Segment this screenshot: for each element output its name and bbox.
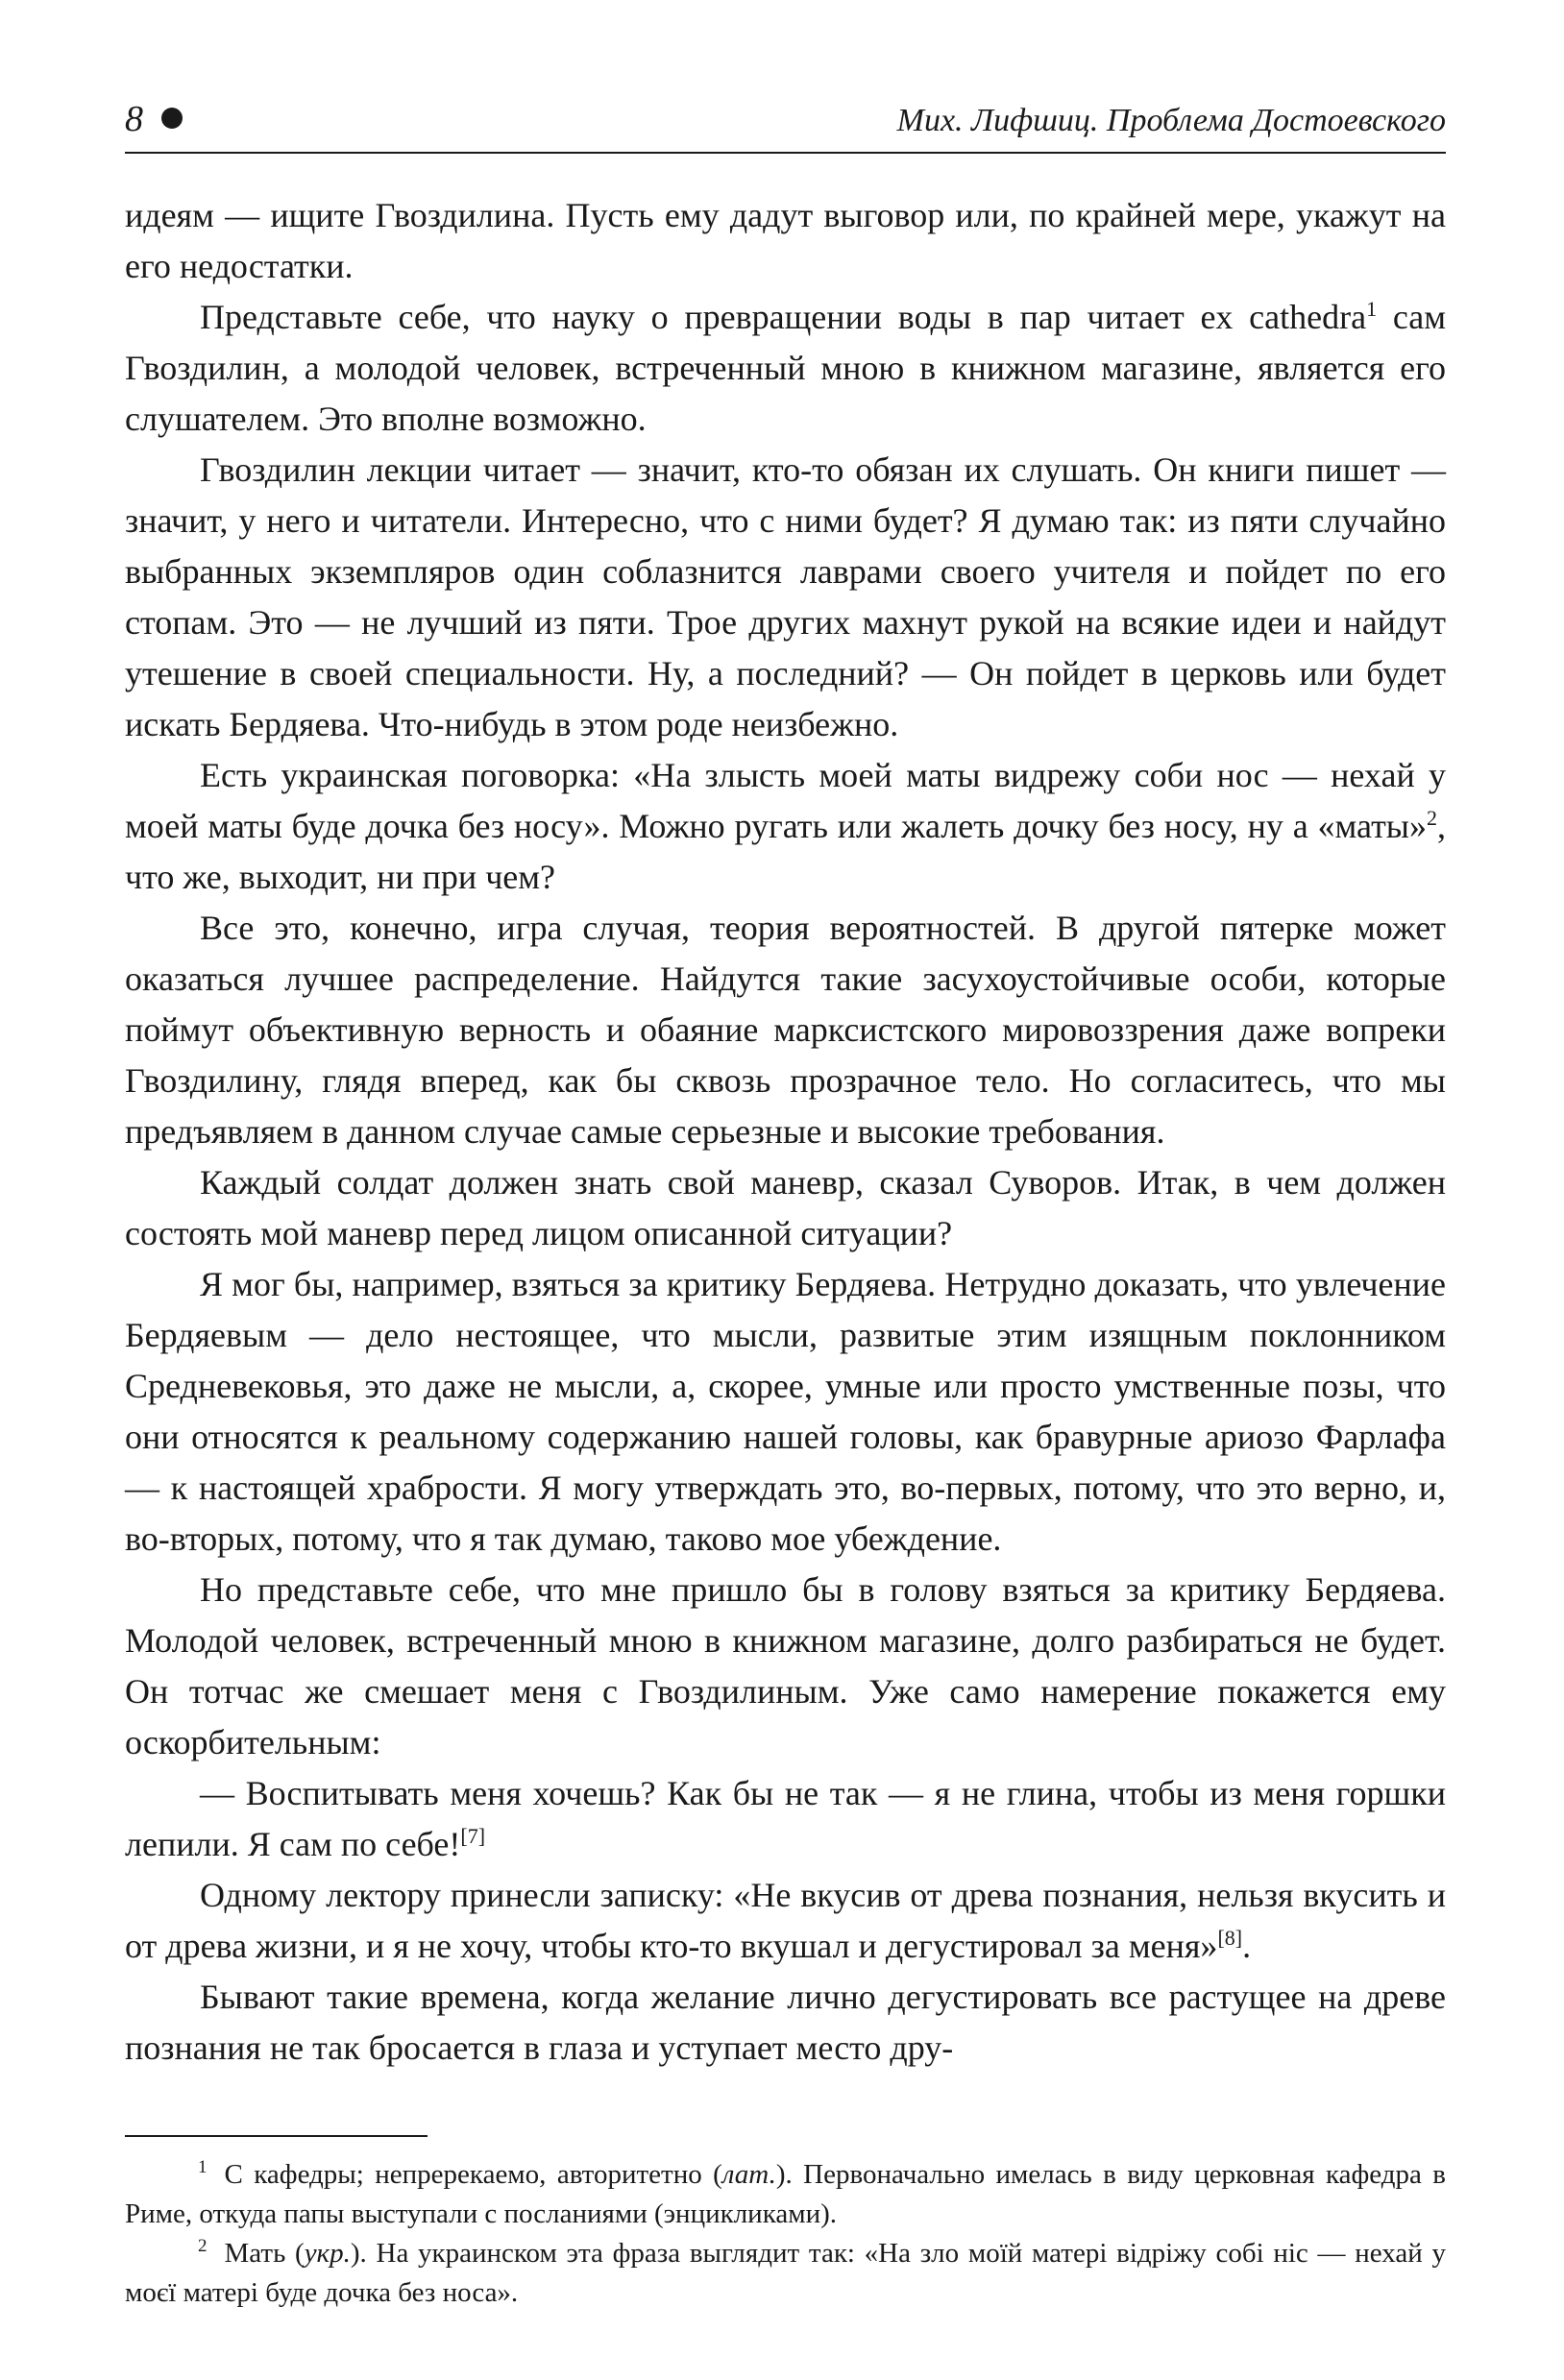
footnote-mark: 1 (198, 2157, 208, 2178)
footnote-2: $^2$ Мать (укр.). На украинском эта фраза выглядит так: «На зло моїй матері відріжу собі ніс — нехай у моєї матері буде дочка без носа». (125, 2236, 1446, 2308)
page-number: 8 (125, 99, 143, 139)
paragraph-11: Бывают такие времена, когда желание лично дегустировать все растущее на древе познания не так бросается в глаза и уступает место дру- (125, 1978, 1446, 2067)
footnote-ref-1[interactable]: 1 (1366, 297, 1378, 321)
paragraph-4: Есть украинская поговорка: «На злысть моей маты видрежу соби нос — нехай у моей маты буде дочка без носу». Можно ругать или жалеть дочку без носу, ну а «маты»$^2$, что же, выходит, ни при чем? (125, 756, 1446, 896)
footnotes (125, 2155, 1446, 2313)
running-title: Мих. Лифшиц. Проблема Достоевского (896, 103, 1446, 138)
paragraph-6: Каждый солдат должен знать свой маневр, сказал Суворов. Итак, в чем должен состоять мой маневр перед лицом описанной ситуации? (125, 1163, 1446, 1252)
paragraph-8: Но представьте себе, что мне пришло бы в голову взяться за критику Бердяева. Молодой человек, встреченный мною в книжном магазине, долго разбираться не будет. Он тотчас же смешает меня с Гвоздилиным. Уже само намерение покажется ему оскорбительным: (125, 1570, 1446, 1761)
paragraph-3: Гвоздилин лекции читает — значит, кто-то обязан их слушать. Он книги пишет — значит, у него и читатели. Интересно, что с ними будет? Я думаю так: из пяти случайно выбранных экземпляров один соблазнится лаврами своего учителя и пойдет по его стопам. Это — не лучший из пяти. Трое других махнут рукой на всякие идеи и найдут утешение в своей специальности. Ну, а последний? — Он пойдет в церковь или будет искать Бердяева. Что-нибудь в этом роде неизбежно. (125, 450, 1446, 743)
paragraph-5: Все это, конечно, игра случая, теория вероятностей. В другой пятерке может оказаться лучшее распределение. Найдутся такие засухоустойчивые особи, которые поймут объективную верность и обаяние марксистского мировоззрения даже вопреки Гвоздилину, глядя вперед, как бы сквозь прозрачное тело. Но согласитесь, что мы предъявляем в данном случае самые серьезные и высокие требования. (125, 909, 1446, 1151)
book-page (125, 0, 1446, 2380)
footnote-mark: 2 (198, 2236, 208, 2257)
main-text (125, 190, 1446, 2074)
paragraph-7: Я мог бы, например, взяться за критику Бердяева. Нетрудно доказать, что увлечение Бердяевым — дело нестоящее, что мысли, развитые этим изящным поклонником Средневековья, это даже не мысли, а, скорее, умные или просто умственные позы, что они относятся к реальному содержанию нашей головы, как бравурные ариозо Фарлафа — к настоящей храбрости. Я могу утверждать это, во-первых, потому, что это верно, и, во-вторых, потому, что я так думаю, таково мое убеждение. (125, 1265, 1446, 1558)
paragraph-9: — Воспитывать меня хочешь? Как бы не так — я не глина, чтобы из меня горшки лепили. Я сам по себе![7] (125, 1774, 1446, 1863)
footnote-divider (125, 2135, 428, 2137)
paragraph-10: Одному лектору принесли записку: «Не вкусив от древа познания, нельзя вкусить и от древа жизни, и я не хочу, чтобы кто-то вкушал и дегустировал за меня»[8]. (125, 1876, 1446, 1965)
footnote-ref-2[interactable]: 2 (1427, 806, 1437, 830)
paragraph-1: идеям — ищите Гвоздилина. Пусть ему дадут выговор или, по крайней мере, укажут на его недостатки. (125, 196, 1446, 285)
endnote-ref-7[interactable]: [7] (460, 1824, 486, 1848)
running-header (125, 92, 1446, 154)
paragraph-2: Представьте себе, что науку о превращении воды в пар читает ex cathedra$^1$ сам Гвоздилин, а молодой человек, встреченный мною в книжном магазине, является его слушателем. Это вполне возможно. (125, 297, 1446, 438)
bullet-dot-icon (161, 108, 183, 129)
footnote-1: $^1$ С кафедры; непререкаемо, авторитетно (лат.). Первоначально имелась в виду церковная кафедра в Риме, откуда папы выступали с посланиями (энцикликами). (125, 2157, 1446, 2229)
endnote-ref-8[interactable]: [8] (1217, 1926, 1243, 1950)
